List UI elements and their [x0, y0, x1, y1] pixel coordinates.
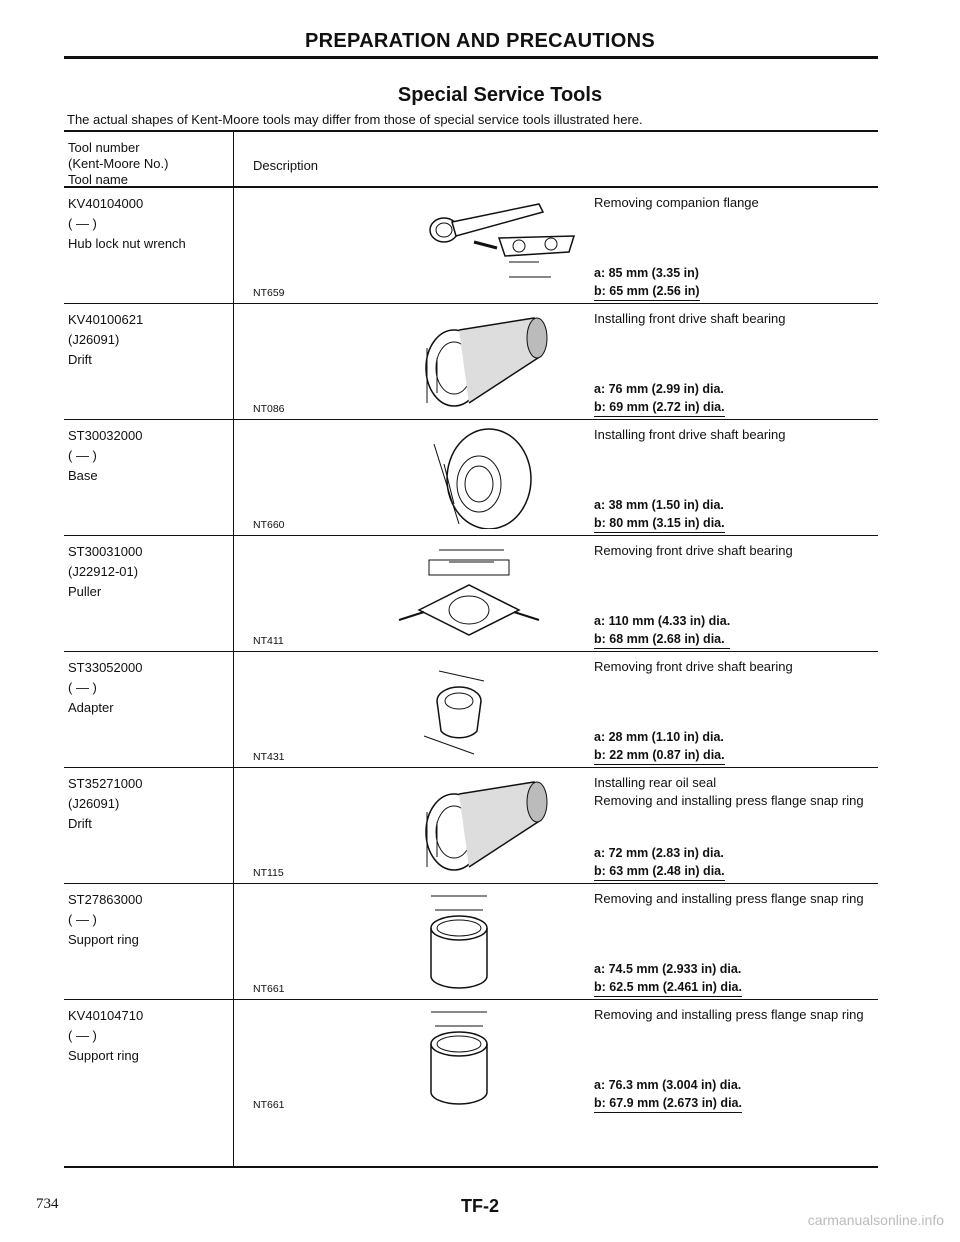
description-line: Installing front drive shaft bearing [594, 427, 786, 442]
tool-name: Hub lock nut wrench [68, 236, 186, 251]
tools-table [64, 132, 878, 1115]
tool-number: ST30032000 [68, 428, 143, 443]
tool-identity [68, 426, 142, 486]
description-line: Removing front drive shaft bearing [594, 659, 793, 674]
section-title: Special Service Tools [397, 84, 603, 106]
footer-code: TF-2 [461, 1196, 499, 1216]
figure-code: NT660 [253, 519, 285, 531]
dimension-a: a: 76.3 mm (3.004 in) dia. [594, 1078, 742, 1092]
tool-illustration [319, 540, 579, 645]
table-row [64, 188, 878, 304]
dimension-a: a: 110 mm (4.33 in) dia. [594, 614, 731, 628]
dimension-b: b: 68 mm (2.68 in) dia. [594, 630, 730, 649]
tool-name: Puller [68, 584, 102, 599]
tool-dimensions [594, 728, 725, 765]
tool-name: Support ring [68, 932, 139, 947]
table-row [64, 652, 878, 768]
tool-number: ST30031000 [68, 544, 143, 559]
tool-description [594, 890, 874, 908]
tool-description [594, 194, 874, 212]
tool-name: Drift [68, 352, 92, 367]
intro-text: The actual shapes of Kent-Moore tools may differ from those of special service tools illustrated here. [67, 112, 643, 127]
table-row [64, 1000, 878, 1115]
description-line: Removing and installing press flange snap ring [594, 891, 864, 906]
kent-moore-number: ( — ) [68, 216, 97, 231]
figure-code: NT661 [253, 983, 285, 995]
tool-identity [68, 1006, 143, 1066]
figure-code: NT411 [253, 635, 284, 647]
tool-illustration [319, 424, 579, 529]
tool-description [594, 426, 874, 444]
tool-illustration [319, 192, 579, 297]
tool-name: Support ring [68, 1048, 139, 1063]
dimension-a: a: 28 mm (1.10 in) dia. [594, 730, 724, 744]
tool-dimensions [594, 844, 725, 881]
dimension-b: b: 80 mm (3.15 in) dia. [594, 514, 725, 533]
tool-dimensions [594, 380, 725, 417]
tool-identity [68, 542, 142, 602]
dimension-b: b: 69 mm (2.72 in) dia. [594, 398, 725, 417]
tool-description [594, 542, 874, 560]
tool-illustration [319, 656, 579, 761]
kent-moore-number: ( — ) [68, 1028, 97, 1043]
table-header [64, 132, 878, 188]
tool-description [594, 1006, 874, 1024]
table-row [64, 420, 878, 536]
page-header-title: PREPARATION AND PRECAUTIONS [305, 30, 655, 52]
header-rule [64, 56, 878, 59]
dimension-b: b: 22 mm (0.87 in) dia. [594, 746, 725, 765]
table-row [64, 768, 878, 884]
tool-number: KV40100621 [68, 312, 144, 327]
tool-identity [68, 194, 186, 254]
tool-description [594, 774, 874, 810]
table-row [64, 304, 878, 420]
kent-moore-number: ( — ) [68, 912, 97, 927]
tool-name: Base [68, 468, 98, 483]
figure-code: NT659 [253, 287, 285, 299]
dimension-a: a: 72 mm (2.83 in) dia. [594, 846, 724, 860]
tool-identity [68, 890, 142, 950]
dimension-a: a: 85 mm (3.35 in) [594, 266, 699, 280]
kent-moore-number: ( — ) [68, 680, 97, 695]
description-line: Removing companion flange [594, 195, 759, 210]
col2-header: Description [253, 158, 319, 173]
dimension-b: b: 65 mm (2.56 in) [594, 282, 700, 301]
description-line: Removing and installing press flange snap ring [594, 793, 864, 808]
dimension-b: b: 67.9 mm (2.673 in) dia. [594, 1094, 742, 1113]
tool-identity [68, 310, 143, 370]
figure-code: NT661 [253, 1099, 285, 1111]
tool-dimensions [594, 264, 700, 301]
watermark: carmanualsonline.info [807, 1212, 944, 1228]
dimension-b: b: 62.5 mm (2.461 in) dia. [594, 978, 742, 997]
table-row [64, 884, 878, 1000]
header-tool-name: Tool name [68, 172, 128, 187]
figure-code: NT115 [253, 867, 284, 879]
tool-number: ST33052000 [68, 660, 143, 675]
tool-number: ST35271000 [68, 776, 143, 791]
tool-identity [68, 658, 142, 718]
kent-moore-number: (J26091) [68, 332, 120, 347]
tool-illustration [319, 1004, 579, 1109]
tool-name: Drift [68, 816, 92, 831]
kent-moore-number: ( — ) [68, 448, 97, 463]
kent-moore-number: (J26091) [68, 796, 120, 811]
dimension-a: a: 38 mm (1.50 in) dia. [594, 498, 724, 512]
tool-dimensions [594, 612, 730, 649]
tool-description [594, 310, 874, 328]
description-line: Removing front drive shaft bearing [594, 543, 793, 558]
header-tool-number: Tool number [68, 140, 140, 155]
col1-header [68, 140, 168, 188]
tool-number: KV40104000 [68, 196, 144, 211]
table-row [64, 536, 878, 652]
bottom-rule [64, 1166, 878, 1168]
tool-number: KV40104710 [68, 1008, 144, 1023]
tool-name: Adapter [68, 700, 114, 715]
kent-moore-number: (J22912-01) [68, 564, 139, 579]
dimension-b: b: 63 mm (2.48 in) dia. [594, 862, 725, 881]
tool-description [594, 658, 874, 676]
tool-dimensions [594, 1076, 742, 1113]
tool-illustration [319, 888, 579, 993]
tool-number: ST27863000 [68, 892, 143, 907]
figure-code: NT086 [253, 403, 285, 415]
dimension-a: a: 76 mm (2.99 in) dia. [594, 382, 724, 396]
tool-illustration [319, 772, 579, 877]
tool-identity [68, 774, 142, 834]
description-line: Installing front drive shaft bearing [594, 311, 786, 326]
description-line: Installing rear oil seal [594, 775, 717, 790]
page-number: 734 [36, 1196, 59, 1212]
tool-dimensions [594, 496, 725, 533]
header-kent-moore: (Kent-Moore No.) [68, 156, 169, 171]
figure-code: NT431 [253, 751, 285, 763]
description-line: Removing and installing press flange snap ring [594, 1007, 864, 1022]
dimension-a: a: 74.5 mm (2.933 in) dia. [594, 962, 742, 976]
tool-illustration [319, 308, 579, 413]
tool-dimensions [594, 960, 742, 997]
